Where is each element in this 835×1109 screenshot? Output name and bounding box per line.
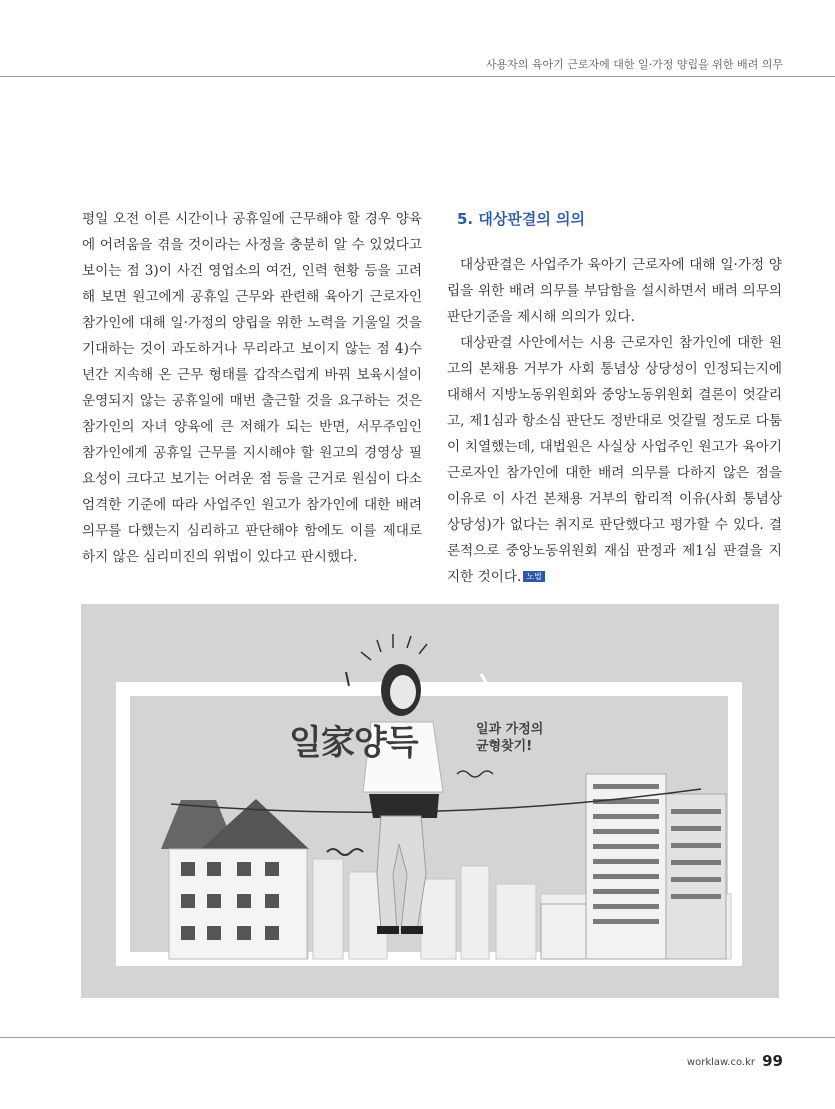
left-column — [82, 206, 422, 570]
body-paragraph: 대상판결은 사업주가 육아기 근로자에 대해 일·가정 양립을 위한 배려 의무를 부담함을 설시하면서 배려 의무의 판단기준을 제시해 의의가 있다. — [447, 257, 782, 325]
section-heading: 5. 대상판결의 의의 — [457, 210, 586, 228]
illustration-graphic — [81, 604, 779, 998]
illustration-subtitle: 일과 가정의 균형찾기! — [476, 722, 544, 754]
right-column — [447, 206, 782, 590]
end-mark-badge: 노법 — [523, 571, 544, 582]
running-header: 사용자의 육아기 근로자에 대한 일·가정 양립을 위한 배려 의무 — [485, 58, 783, 71]
illustration-title: 일家양득 — [289, 723, 418, 763]
footer-divider — [0, 1037, 835, 1038]
illustration — [81, 604, 779, 998]
paragraph-text: 대상판결 사안에서는 시용 근로자인 참가인에 대한 원고의 본채용 거부가 사회 통념상 상당성이 인정되는지에 대해서 지방노동위원회와 중앙노동위원회 결론이 엇갈리고, 제1심과 항소심 판단도 정반대로 엇갈릴 정도로 다툼이 치열했는데, 대법원은 사실상 사업주인 원고가 육아기 근로자인 참가인에 대한 배려 의무를 다하지 않은 점을 이유로 이 사건 본채용 거부의 합리적 이유(사회 통념상 상당성)가 없다는 취지로 판단했다고 평가할 수 있다. 결론적으로 중앙노동위원회 재심 판정과 제1심 판결을 지지한 것이다. — [447, 335, 782, 585]
body-paragraph: 평일 오전 이른 시간이나 공휴일에 근무해야 할 경우 양육에 어려움을 겪을 것이라는 사정을 충분히 알 수 있었다고 보이는 점 3)이 사건 영업소의 여건, 인력 현황 등을 고려해 보면 원고에게 공휴일 근무와 관련해 육아기 근로자인 참가인에 대해 일·가정의 양립을 위한 노력을 기울일 것을 기대하는 것이 과도하거나 무리라고 보이지 않는 점 4)수년간 지속해 온 근무 형태를 갑작스럽게 바꿔 보육시설이 운영되지 않는 공휴일에 매번 출근할 것을 요구하는 것은 참가인의 자녀 양육에 큰 저해가 되는 반면, 서무주임인 참가인에게 공휴일 근무를 지시해야 할 원고의 경영상 필요성이 크다고 보기는 어려운 점 등을 근거로 원심이 다소 엄격한 기준에 따라 사업주인 원고가 참가인에 대한 배려 의무를 다했는지 심리하고 판단해야 함에도 이를 제대로 하지 않은 심리미진의 위법이 있다고 판시했다. — [82, 211, 422, 565]
header-divider — [0, 76, 835, 77]
footer-site: worklaw.co.kr — [686, 1057, 755, 1068]
page-number: 99 — [762, 1052, 783, 1070]
body-paragraph-last — [447, 330, 782, 590]
